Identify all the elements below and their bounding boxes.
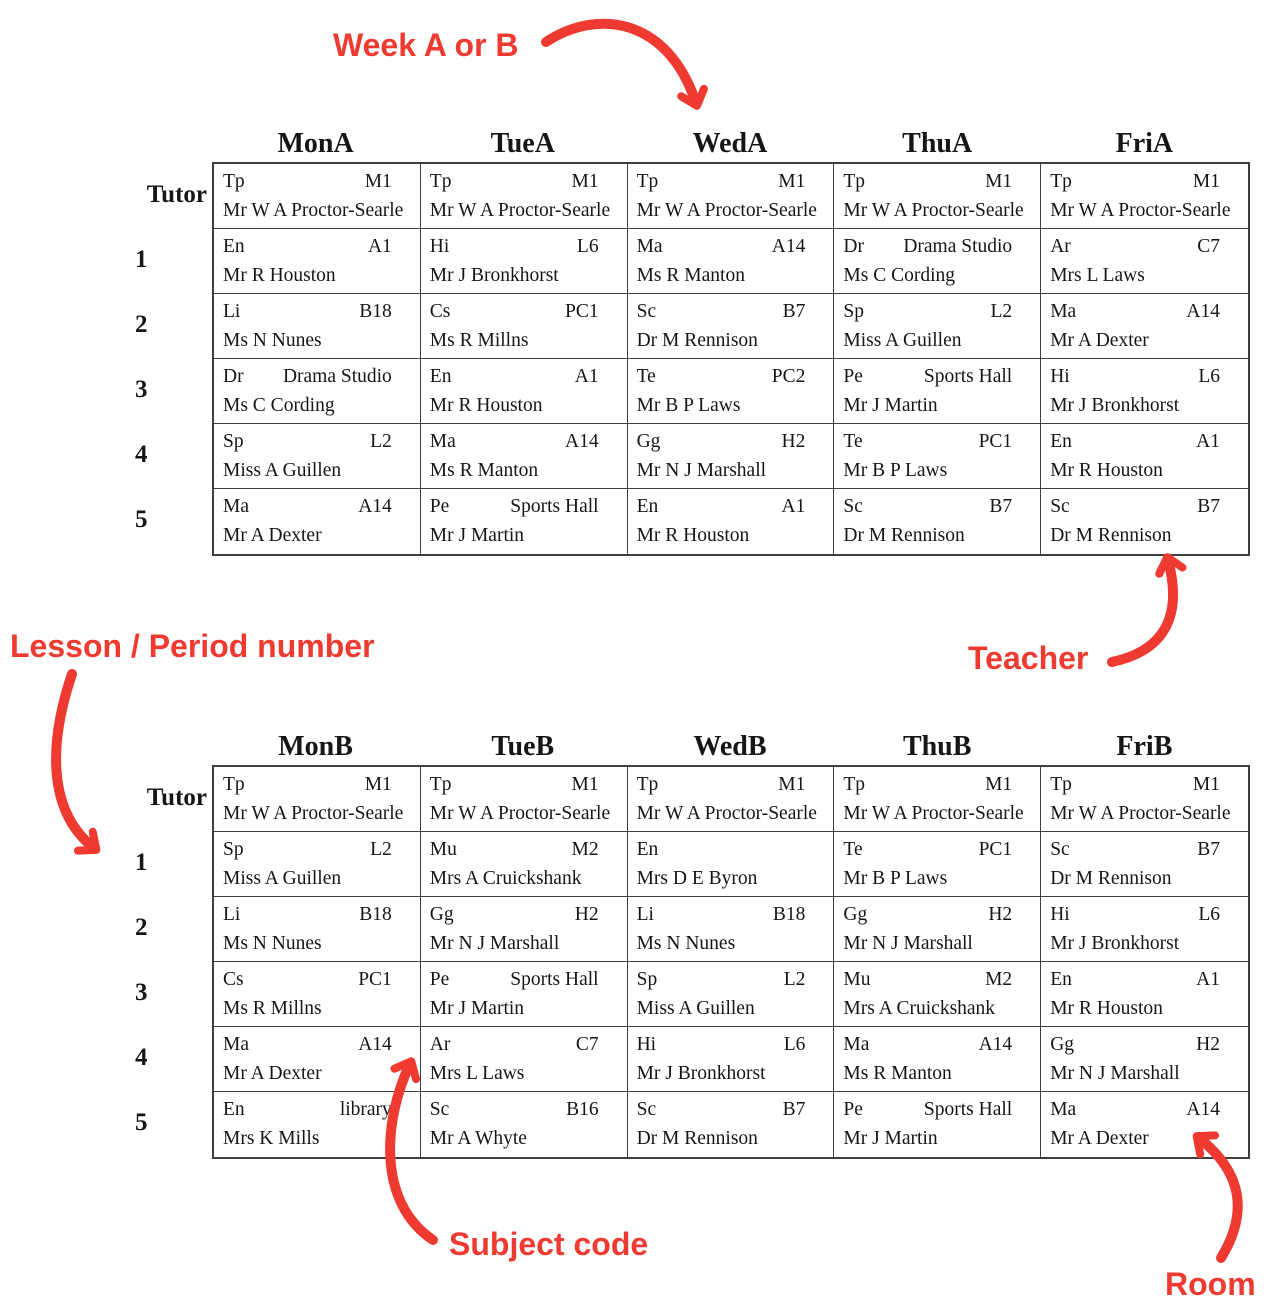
subject-code: Tp bbox=[223, 171, 245, 192]
subject-code: Dr bbox=[223, 366, 244, 387]
teacher-name: Mr R Houston bbox=[1050, 460, 1163, 481]
teacher-name: Ms R Millns bbox=[223, 998, 322, 1019]
day-header: MonB bbox=[278, 731, 353, 762]
subject-code: Tp bbox=[1050, 171, 1072, 192]
subject-code: En bbox=[429, 366, 452, 387]
lesson-cell bbox=[834, 897, 1041, 962]
week-b-period-labels bbox=[125, 765, 212, 1159]
lesson-cell bbox=[628, 962, 835, 1027]
teacher-name: Ms N Nunes bbox=[636, 933, 736, 954]
lesson-cell bbox=[214, 1092, 421, 1157]
teacher-name: Mr J Martin bbox=[843, 395, 938, 416]
teacher-name: Mr A Dexter bbox=[223, 525, 322, 546]
lesson-cell bbox=[214, 294, 421, 359]
teacher-name: Mr W A Proctor-Searle bbox=[1050, 200, 1231, 221]
room: H2 bbox=[988, 904, 1013, 925]
teacher-name: Mr W A Proctor-Searle bbox=[223, 200, 404, 221]
subject-code: Tp bbox=[843, 171, 866, 192]
teacher-name: Mr J Martin bbox=[843, 1128, 938, 1149]
room: Sports Hall bbox=[510, 496, 599, 517]
subject-code: Ma bbox=[223, 1034, 249, 1055]
subject-code: Hi bbox=[1050, 366, 1070, 387]
lesson-cell bbox=[214, 767, 421, 832]
room: L6 bbox=[1198, 904, 1220, 925]
lesson-cell bbox=[214, 229, 421, 294]
subject-code: Tp bbox=[429, 774, 452, 795]
room: M1 bbox=[364, 171, 392, 192]
period-label: 4 bbox=[135, 440, 148, 468]
subject-code: Pe bbox=[429, 969, 450, 990]
subject-code: Ma bbox=[429, 431, 456, 452]
room-annotation-label: Room bbox=[1165, 1266, 1256, 1302]
lesson-cell bbox=[214, 962, 421, 1027]
lesson-cell bbox=[834, 489, 1041, 554]
room: A1 bbox=[1196, 969, 1220, 990]
teacher-name: Ms C Cording bbox=[843, 265, 955, 286]
teacher-name: Mr A Dexter bbox=[223, 1063, 322, 1084]
subject-code: Sc bbox=[1050, 839, 1070, 860]
lesson-cell bbox=[214, 359, 421, 424]
lesson-cell bbox=[1041, 164, 1248, 229]
room: L2 bbox=[370, 431, 392, 452]
lesson-cell bbox=[834, 1027, 1041, 1092]
teacher-name: Ms N Nunes bbox=[223, 330, 322, 351]
lesson-cell bbox=[214, 1027, 421, 1092]
teacher-name: Ms R Manton bbox=[429, 460, 539, 481]
subject-code: Gg bbox=[1050, 1034, 1075, 1055]
lesson-cell bbox=[214, 832, 421, 897]
teacher-name: Mrs K Mills bbox=[223, 1128, 320, 1149]
room: library bbox=[339, 1099, 392, 1120]
week-a-timetable bbox=[125, 127, 1250, 556]
teacher-name: Ms C Cording bbox=[223, 395, 335, 416]
subject-code: Pe bbox=[843, 366, 863, 387]
room: M1 bbox=[778, 171, 806, 192]
room: B7 bbox=[782, 1099, 806, 1120]
teacher-name: Dr M Rennison bbox=[1050, 525, 1172, 546]
subject-code: Pe bbox=[429, 496, 450, 517]
lesson-cell bbox=[1041, 1092, 1248, 1157]
teacher-name: Mrs D E Byron bbox=[636, 868, 758, 889]
lesson-cell bbox=[421, 897, 628, 962]
teacher-name: Mr W A Proctor-Searle bbox=[223, 803, 404, 824]
room: A1 bbox=[1196, 431, 1220, 452]
subject-code: Cs bbox=[223, 969, 244, 990]
teacher-name: Ms R Millns bbox=[429, 330, 529, 351]
lesson-cell bbox=[421, 164, 628, 229]
week-b-day-header-row bbox=[212, 730, 1248, 765]
day-header: WedB bbox=[693, 731, 767, 762]
room: B18 bbox=[359, 301, 392, 322]
subject-code: Sc bbox=[636, 301, 657, 322]
room: Sports Hall bbox=[510, 969, 599, 990]
lesson-cell bbox=[1041, 424, 1248, 489]
room: Drama Studio bbox=[282, 366, 392, 387]
lesson-cell bbox=[628, 359, 835, 424]
period-label: 2 bbox=[135, 913, 148, 941]
day-header: ThuA bbox=[902, 128, 973, 159]
lesson-cell bbox=[1041, 294, 1248, 359]
subject-code: Dr bbox=[843, 236, 864, 257]
room: PC2 bbox=[771, 366, 806, 387]
room: B7 bbox=[1197, 839, 1220, 860]
teacher-name: Mr W A Proctor-Searle bbox=[843, 803, 1024, 824]
teacher-name: Mr W A Proctor-Searle bbox=[1050, 803, 1231, 824]
room: B7 bbox=[989, 496, 1013, 517]
subject-code: Tp bbox=[1050, 774, 1072, 795]
teacher-name: Ms N Nunes bbox=[223, 933, 322, 954]
subject-code: Ma bbox=[1050, 301, 1077, 322]
subject-code: Cs bbox=[429, 301, 451, 322]
subject-code: Mu bbox=[843, 969, 871, 990]
subject-code: Hi bbox=[429, 236, 450, 257]
teacher-annotation-label: Teacher bbox=[968, 640, 1089, 676]
room: Sports Hall bbox=[923, 366, 1013, 387]
teacher-name: Mr J Bronkhorst bbox=[636, 1063, 766, 1084]
teacher-name: Mr J Bronkhorst bbox=[1050, 395, 1180, 416]
period-label: Tutor bbox=[146, 180, 207, 208]
teacher-name: Mr J Bronkhorst bbox=[429, 265, 559, 286]
teacher-name: Mr J Martin bbox=[429, 525, 525, 546]
week-b-grid bbox=[212, 765, 1250, 1159]
subject-code: En bbox=[1050, 431, 1072, 452]
room: M1 bbox=[571, 774, 599, 795]
teacher-name: Miss A Guillen bbox=[843, 330, 962, 351]
lesson-cell bbox=[628, 424, 835, 489]
room: PC1 bbox=[564, 301, 599, 322]
lesson-cell bbox=[834, 767, 1041, 832]
teacher-name: Mr J Martin bbox=[429, 998, 525, 1019]
room: PC1 bbox=[358, 969, 392, 990]
week-a-period-labels bbox=[125, 162, 212, 556]
room: A14 bbox=[358, 1034, 392, 1055]
room: M1 bbox=[1192, 171, 1220, 192]
teacher-name: Mr W A Proctor-Searle bbox=[843, 200, 1024, 221]
week-annotation-label: Week A or B bbox=[333, 27, 519, 63]
subject-code: Sp bbox=[223, 839, 244, 860]
subject-code: Hi bbox=[1050, 904, 1070, 925]
teacher-name: Mr B P Laws bbox=[843, 868, 948, 889]
day-header: WedA bbox=[692, 128, 768, 159]
subject-code: Tp bbox=[636, 774, 659, 795]
teacher-name: Mr W A Proctor-Searle bbox=[636, 200, 817, 221]
lesson-annotation-label: Lesson / Period number bbox=[10, 628, 375, 664]
room: M2 bbox=[985, 969, 1013, 990]
subject-code: En bbox=[1050, 969, 1072, 990]
room: H2 bbox=[781, 431, 806, 452]
lesson-cell bbox=[628, 1092, 835, 1157]
room: M1 bbox=[778, 774, 806, 795]
room: M1 bbox=[1192, 774, 1220, 795]
teacher-name: Miss A Guillen bbox=[223, 460, 342, 481]
subject-code: En bbox=[223, 1099, 245, 1120]
teacher-name: Mr R Houston bbox=[429, 395, 543, 416]
room: B7 bbox=[1197, 496, 1220, 517]
day-header: MonA bbox=[277, 128, 354, 159]
room: M1 bbox=[985, 171, 1013, 192]
lesson-cell bbox=[421, 359, 628, 424]
lesson-cell bbox=[834, 294, 1041, 359]
lesson-cell bbox=[1041, 1027, 1248, 1092]
subject-code: Ma bbox=[1050, 1099, 1077, 1120]
teacher-name: Mr B P Laws bbox=[636, 395, 741, 416]
lesson-cell bbox=[421, 1027, 628, 1092]
subject-code: Tp bbox=[429, 171, 452, 192]
subject-code: Li bbox=[636, 904, 654, 925]
teacher-annotation-arrow bbox=[1112, 560, 1173, 662]
teacher-name: Mr N J Marshall bbox=[843, 933, 973, 954]
day-header: ThuB bbox=[902, 731, 972, 762]
subject-code: Ar bbox=[1050, 236, 1071, 257]
room: M1 bbox=[571, 171, 599, 192]
subject-code: Sp bbox=[843, 301, 864, 322]
lesson-cell bbox=[1041, 229, 1248, 294]
subject-code: Ma bbox=[843, 1034, 870, 1055]
room: A1 bbox=[574, 366, 599, 387]
lesson-cell bbox=[1041, 489, 1248, 554]
room: C7 bbox=[575, 1034, 599, 1055]
room: L2 bbox=[990, 301, 1013, 322]
teacher-name: Miss A Guillen bbox=[636, 998, 755, 1019]
week-a-day-header-row bbox=[212, 127, 1248, 162]
teacher-name: Mr W A Proctor-Searle bbox=[429, 803, 611, 824]
period-label: 1 bbox=[135, 245, 148, 273]
subject-code: Te bbox=[843, 431, 863, 452]
period-label: 5 bbox=[135, 505, 148, 533]
room: H2 bbox=[1196, 1034, 1220, 1055]
room: B18 bbox=[359, 904, 392, 925]
room: A14 bbox=[978, 1034, 1013, 1055]
subject-code: En bbox=[636, 839, 659, 860]
day-header: FriB bbox=[1116, 731, 1173, 762]
subject-code: Tp bbox=[223, 774, 245, 795]
week-annotation-arrow bbox=[546, 24, 696, 103]
teacher-name: Mrs L Laws bbox=[1050, 265, 1145, 286]
lesson-cell bbox=[421, 767, 628, 832]
room: C7 bbox=[1197, 236, 1220, 257]
subject-code: Hi bbox=[636, 1034, 657, 1055]
subject-code: Tp bbox=[843, 774, 866, 795]
subject-code: En bbox=[636, 496, 659, 517]
teacher-name: Mrs A Cruickshank bbox=[843, 998, 996, 1019]
room: PC1 bbox=[978, 839, 1013, 860]
subject-code: Ar bbox=[429, 1034, 451, 1055]
room: A14 bbox=[1186, 301, 1220, 322]
teacher-name: Mr A Whyte bbox=[429, 1128, 527, 1149]
lesson-cell bbox=[628, 229, 835, 294]
lesson-cell bbox=[1041, 962, 1248, 1027]
subject-code: Gg bbox=[636, 431, 661, 452]
lesson-cell bbox=[834, 832, 1041, 897]
lesson-cell bbox=[214, 164, 421, 229]
subject-code: En bbox=[223, 236, 245, 257]
lesson-cell bbox=[834, 229, 1041, 294]
teacher-name: Dr M Rennison bbox=[843, 525, 965, 546]
subject-code: Sc bbox=[843, 496, 863, 517]
subject-code: Pe bbox=[843, 1099, 863, 1120]
subject-code: Tp bbox=[636, 171, 659, 192]
lesson-cell bbox=[214, 424, 421, 489]
subject-code: Ma bbox=[223, 496, 249, 517]
week-b-timetable bbox=[125, 730, 1250, 1159]
lesson-cell bbox=[834, 962, 1041, 1027]
room: L2 bbox=[370, 839, 392, 860]
subject-annotation-label: Subject code bbox=[449, 1226, 649, 1262]
period-label: 2 bbox=[135, 310, 148, 338]
subject-code: Gg bbox=[843, 904, 868, 925]
teacher-name: Mr W A Proctor-Searle bbox=[429, 200, 611, 221]
lesson-cell bbox=[421, 489, 628, 554]
teacher-name: Mr A Dexter bbox=[1050, 1128, 1149, 1149]
lesson-cell bbox=[628, 164, 835, 229]
lesson-cell bbox=[421, 424, 628, 489]
subject-code: Te bbox=[636, 366, 656, 387]
subject-code: Sc bbox=[636, 1099, 657, 1120]
room: A1 bbox=[367, 236, 392, 257]
teacher-name: Mr A Dexter bbox=[1050, 330, 1149, 351]
room: A14 bbox=[1186, 1099, 1220, 1120]
lesson-cell bbox=[421, 962, 628, 1027]
subject-code: Te bbox=[843, 839, 863, 860]
lesson-cell bbox=[628, 832, 835, 897]
lesson-cell bbox=[1041, 359, 1248, 424]
room: Drama Studio bbox=[903, 236, 1013, 257]
teacher-name: Mrs A Cruickshank bbox=[429, 868, 582, 889]
room: H2 bbox=[574, 904, 599, 925]
period-label: 1 bbox=[135, 848, 148, 876]
subject-code: Sp bbox=[223, 431, 244, 452]
room: PC1 bbox=[978, 431, 1013, 452]
teacher-name: Dr M Rennison bbox=[636, 330, 758, 351]
teacher-name: Mr J Bronkhorst bbox=[1050, 933, 1180, 954]
room: M2 bbox=[571, 839, 599, 860]
teacher-name: Mr N J Marshall bbox=[429, 933, 560, 954]
period-label: 5 bbox=[135, 1108, 148, 1136]
subject-code: Sc bbox=[429, 1099, 450, 1120]
room: L6 bbox=[576, 236, 599, 257]
room: A14 bbox=[771, 236, 806, 257]
lesson-cell bbox=[421, 1092, 628, 1157]
subject-code: Li bbox=[223, 301, 241, 322]
period-label: 3 bbox=[135, 375, 148, 403]
subject-code: Li bbox=[223, 904, 241, 925]
room: B16 bbox=[566, 1099, 599, 1120]
lesson-cell bbox=[421, 832, 628, 897]
subject-code: Gg bbox=[429, 904, 454, 925]
day-header: FriA bbox=[1115, 128, 1174, 159]
lesson-cell bbox=[214, 489, 421, 554]
room: L6 bbox=[783, 1034, 806, 1055]
subject-code: Sp bbox=[636, 969, 658, 990]
teacher-name: Ms R Manton bbox=[636, 265, 745, 286]
subject-code: Sc bbox=[1050, 496, 1070, 517]
period-label: 3 bbox=[135, 978, 148, 1006]
subject-code: Ma bbox=[636, 236, 663, 257]
lesson-cell bbox=[628, 767, 835, 832]
subject-code: Mu bbox=[429, 839, 457, 860]
teacher-name: Mr R Houston bbox=[1050, 998, 1163, 1019]
teacher-name: Dr M Rennison bbox=[1050, 868, 1172, 889]
lesson-cell bbox=[1041, 897, 1248, 962]
lesson-cell bbox=[834, 359, 1041, 424]
room: A1 bbox=[781, 496, 806, 517]
room: L6 bbox=[1198, 366, 1220, 387]
room: L2 bbox=[783, 969, 806, 990]
teacher-name: Mr W A Proctor-Searle bbox=[636, 803, 817, 824]
day-header: TueB bbox=[491, 731, 555, 762]
teacher-name: Dr M Rennison bbox=[636, 1128, 758, 1149]
period-label: 4 bbox=[135, 1043, 148, 1071]
week-a-grid bbox=[212, 162, 1250, 556]
room: M1 bbox=[364, 774, 392, 795]
lesson-cell bbox=[628, 897, 835, 962]
room: B7 bbox=[782, 301, 806, 322]
teacher-name: Mr R Houston bbox=[223, 265, 336, 286]
room: A14 bbox=[565, 431, 599, 452]
lesson-cell bbox=[421, 294, 628, 359]
lesson-cell bbox=[1041, 767, 1248, 832]
teacher-name: Miss A Guillen bbox=[223, 868, 342, 889]
room: Sports Hall bbox=[923, 1099, 1013, 1120]
teacher-name: Ms R Manton bbox=[843, 1063, 952, 1084]
teacher-name: Mr B P Laws bbox=[843, 460, 948, 481]
lesson-annotation-arrow bbox=[56, 674, 94, 848]
lesson-cell bbox=[628, 489, 835, 554]
teacher-name: Mr R Houston bbox=[636, 525, 750, 546]
period-label: Tutor bbox=[146, 783, 207, 811]
day-header: TueA bbox=[490, 128, 555, 159]
room: B18 bbox=[772, 904, 806, 925]
lesson-cell bbox=[628, 294, 835, 359]
lesson-cell bbox=[214, 897, 421, 962]
lesson-cell bbox=[834, 424, 1041, 489]
teacher-name: Mrs L Laws bbox=[429, 1063, 525, 1084]
lesson-cell bbox=[834, 1092, 1041, 1157]
lesson-cell bbox=[628, 1027, 835, 1092]
room: A14 bbox=[358, 496, 392, 517]
lesson-cell bbox=[1041, 832, 1248, 897]
lesson-cell bbox=[421, 229, 628, 294]
lesson-cell bbox=[834, 164, 1041, 229]
teacher-name: Mr N J Marshall bbox=[1050, 1063, 1180, 1084]
teacher-name: Mr N J Marshall bbox=[636, 460, 767, 481]
room: M1 bbox=[985, 774, 1013, 795]
